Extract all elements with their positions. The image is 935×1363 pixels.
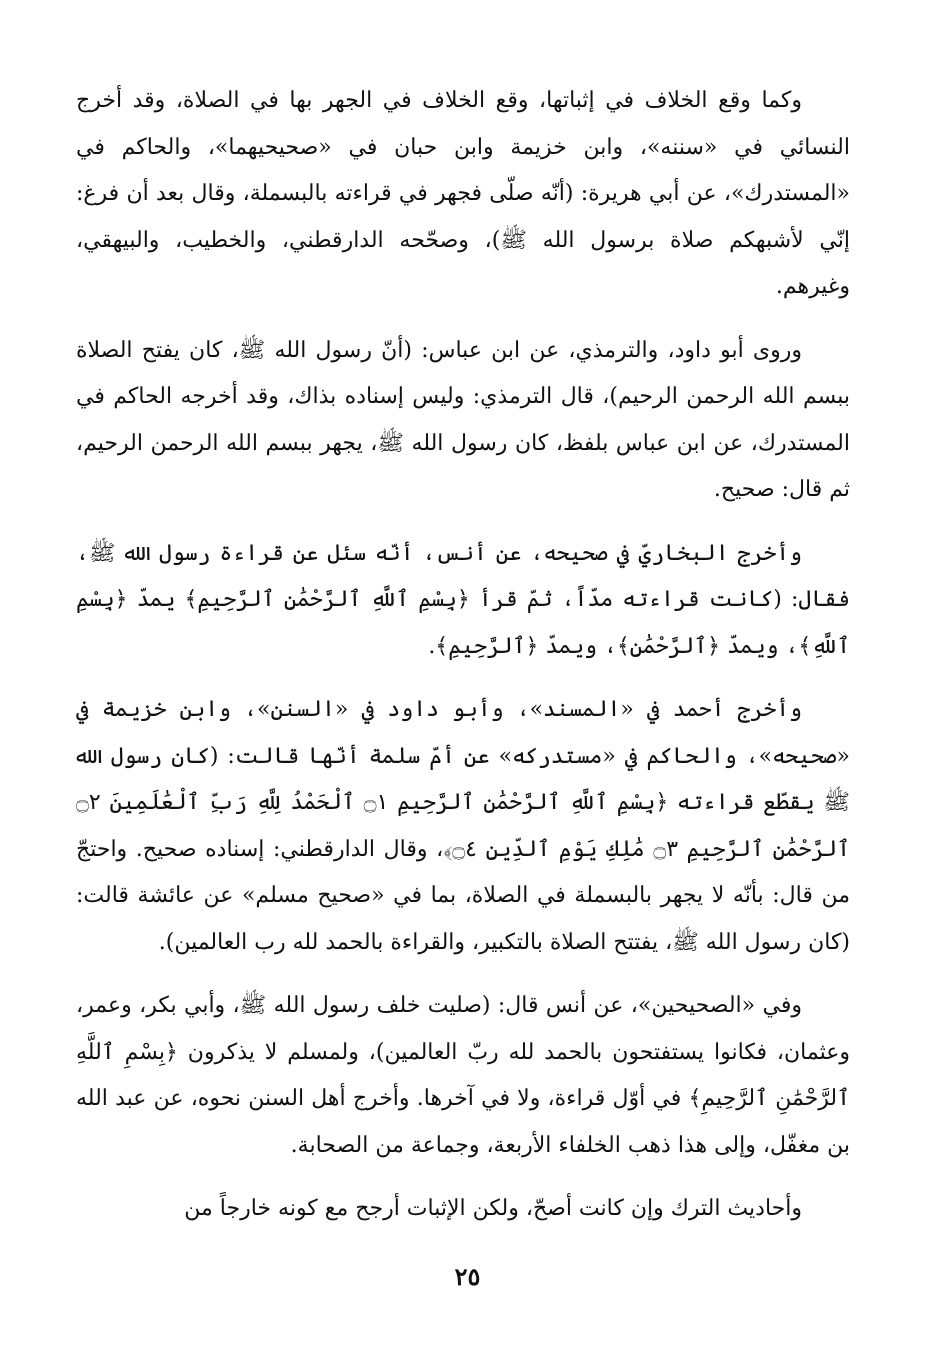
paragraph-1: وكما وقع الخلاف في إثباتها، وقع الخلاف في الجهر بها في الصلاة، وقد أخرج النسائي في «سننه»، وابن خزيمة وابن حبان في «صحيحيهما»، والحاكم في «المستدرك»، عن أبي هريرة: (أنّه صلّى فجهر في قراءته بالبسملة، وقال بعد أن فرغ: إنّي لأشبهكم صلاة برسول الله ﷺ)، وصحّحه الدارقطني، والخطيب، والبيهقي، وغيرهم. — [76, 88, 850, 299]
paragraph-5: وفي «الصحيحين»، عن أنس قال: (صليت خلف رسول الله ﷺ، وأبي بكر، وعمر، وعثمان، فكانوا يستفتحون بالحمد لله ربّ العالمين)، ولمسلم لا يذكرون ﴿بِسْمِ ٱللَّهِ ٱلرَّحْمَٰنِ ٱلرَّحِيمِ﴾ في أوّل قراءة، ولا في آخرها. وأخرج أهل السنن نحوه، عن عبد الله بن مغفّل، وإلى هذا ذهب الخلفاء الأربعة، وجماعة من الصحابة. — [76, 993, 850, 1158]
paragraph-3: وأخرج البخاريّ في صحيحه، عن أنس، أنّه سئل عن قراءة رسول الله ﷺ، فقال: (كانت قراءته مدّاً، ثمّ قرأ ﴿بِسْمِ ٱللَّهِ ٱلرَّحْمَٰنِ ٱلرَّحِيمِ﴾ يمدّ ﴿بِسْمِ ٱللَّهِ﴾، ويمدّ ﴿ٱلرَّحْمَٰنِ﴾، ويمدّ ﴿ٱلرَّحِيمِ﴾. — [76, 540, 850, 659]
paragraph-4: وأخرج أحمد في «المسند»، وأبو داود في «السنن»، وابن خزيمة في «صحيحه»، والحاكم في «مستدركه» عن أمّ سلمة أنّها قالت: (كان رسول الله ﷺ يقطّع قراءته ﴿بِسْمِ ٱللَّهِ ٱلرَّحْمَٰنِ ٱلرَّحِيمِ ۝١ ٱلْحَمْدُ لِلَّهِ رَبِّ ٱلْعَٰلَمِينَ ۝٢ ٱلرَّحْمَٰنِ ٱلرَّحِيمِ ۝٣ مَٰلِكِ يَوْمِ ٱلدِّينِ ۝٤﴾، وقال الدارقطني: إسناده صحيح. واحتجّ من قال: بأنّه لا يجهر بالبسملة في الصلاة، بما في «صحيح مسلم» عن عائشة قالت: (كان رسول الله ﷺ، يفتتح الصلاة بالتكبير، والقراءة بالحمد لله رب العالمين). — [76, 697, 851, 955]
paragraph-6: وأحاديث الترك وإن كانت أصحّ، ولكن الإثبات أرجح مع كونه خارجاً من — [184, 1196, 802, 1221]
page-number: ٢٥ — [454, 1262, 481, 1291]
body-text — [76, 78, 850, 1233]
paragraph-2: وروى أبو داود، والترمذي، عن ابن عباس: (أنّ رسول الله ﷺ، كان يفتح الصلاة ببسم الله الرحمن الرحيم)، قال الترمذي: وليس إسناده بذاك، وقد أخرجه الحاكم في المستدرك، عن ابن عباس بلفظ، كان رسول الله ﷺ، يجهر ببسم الله الرحمن الرحيم، ثم قال: صحيح. — [76, 337, 850, 502]
